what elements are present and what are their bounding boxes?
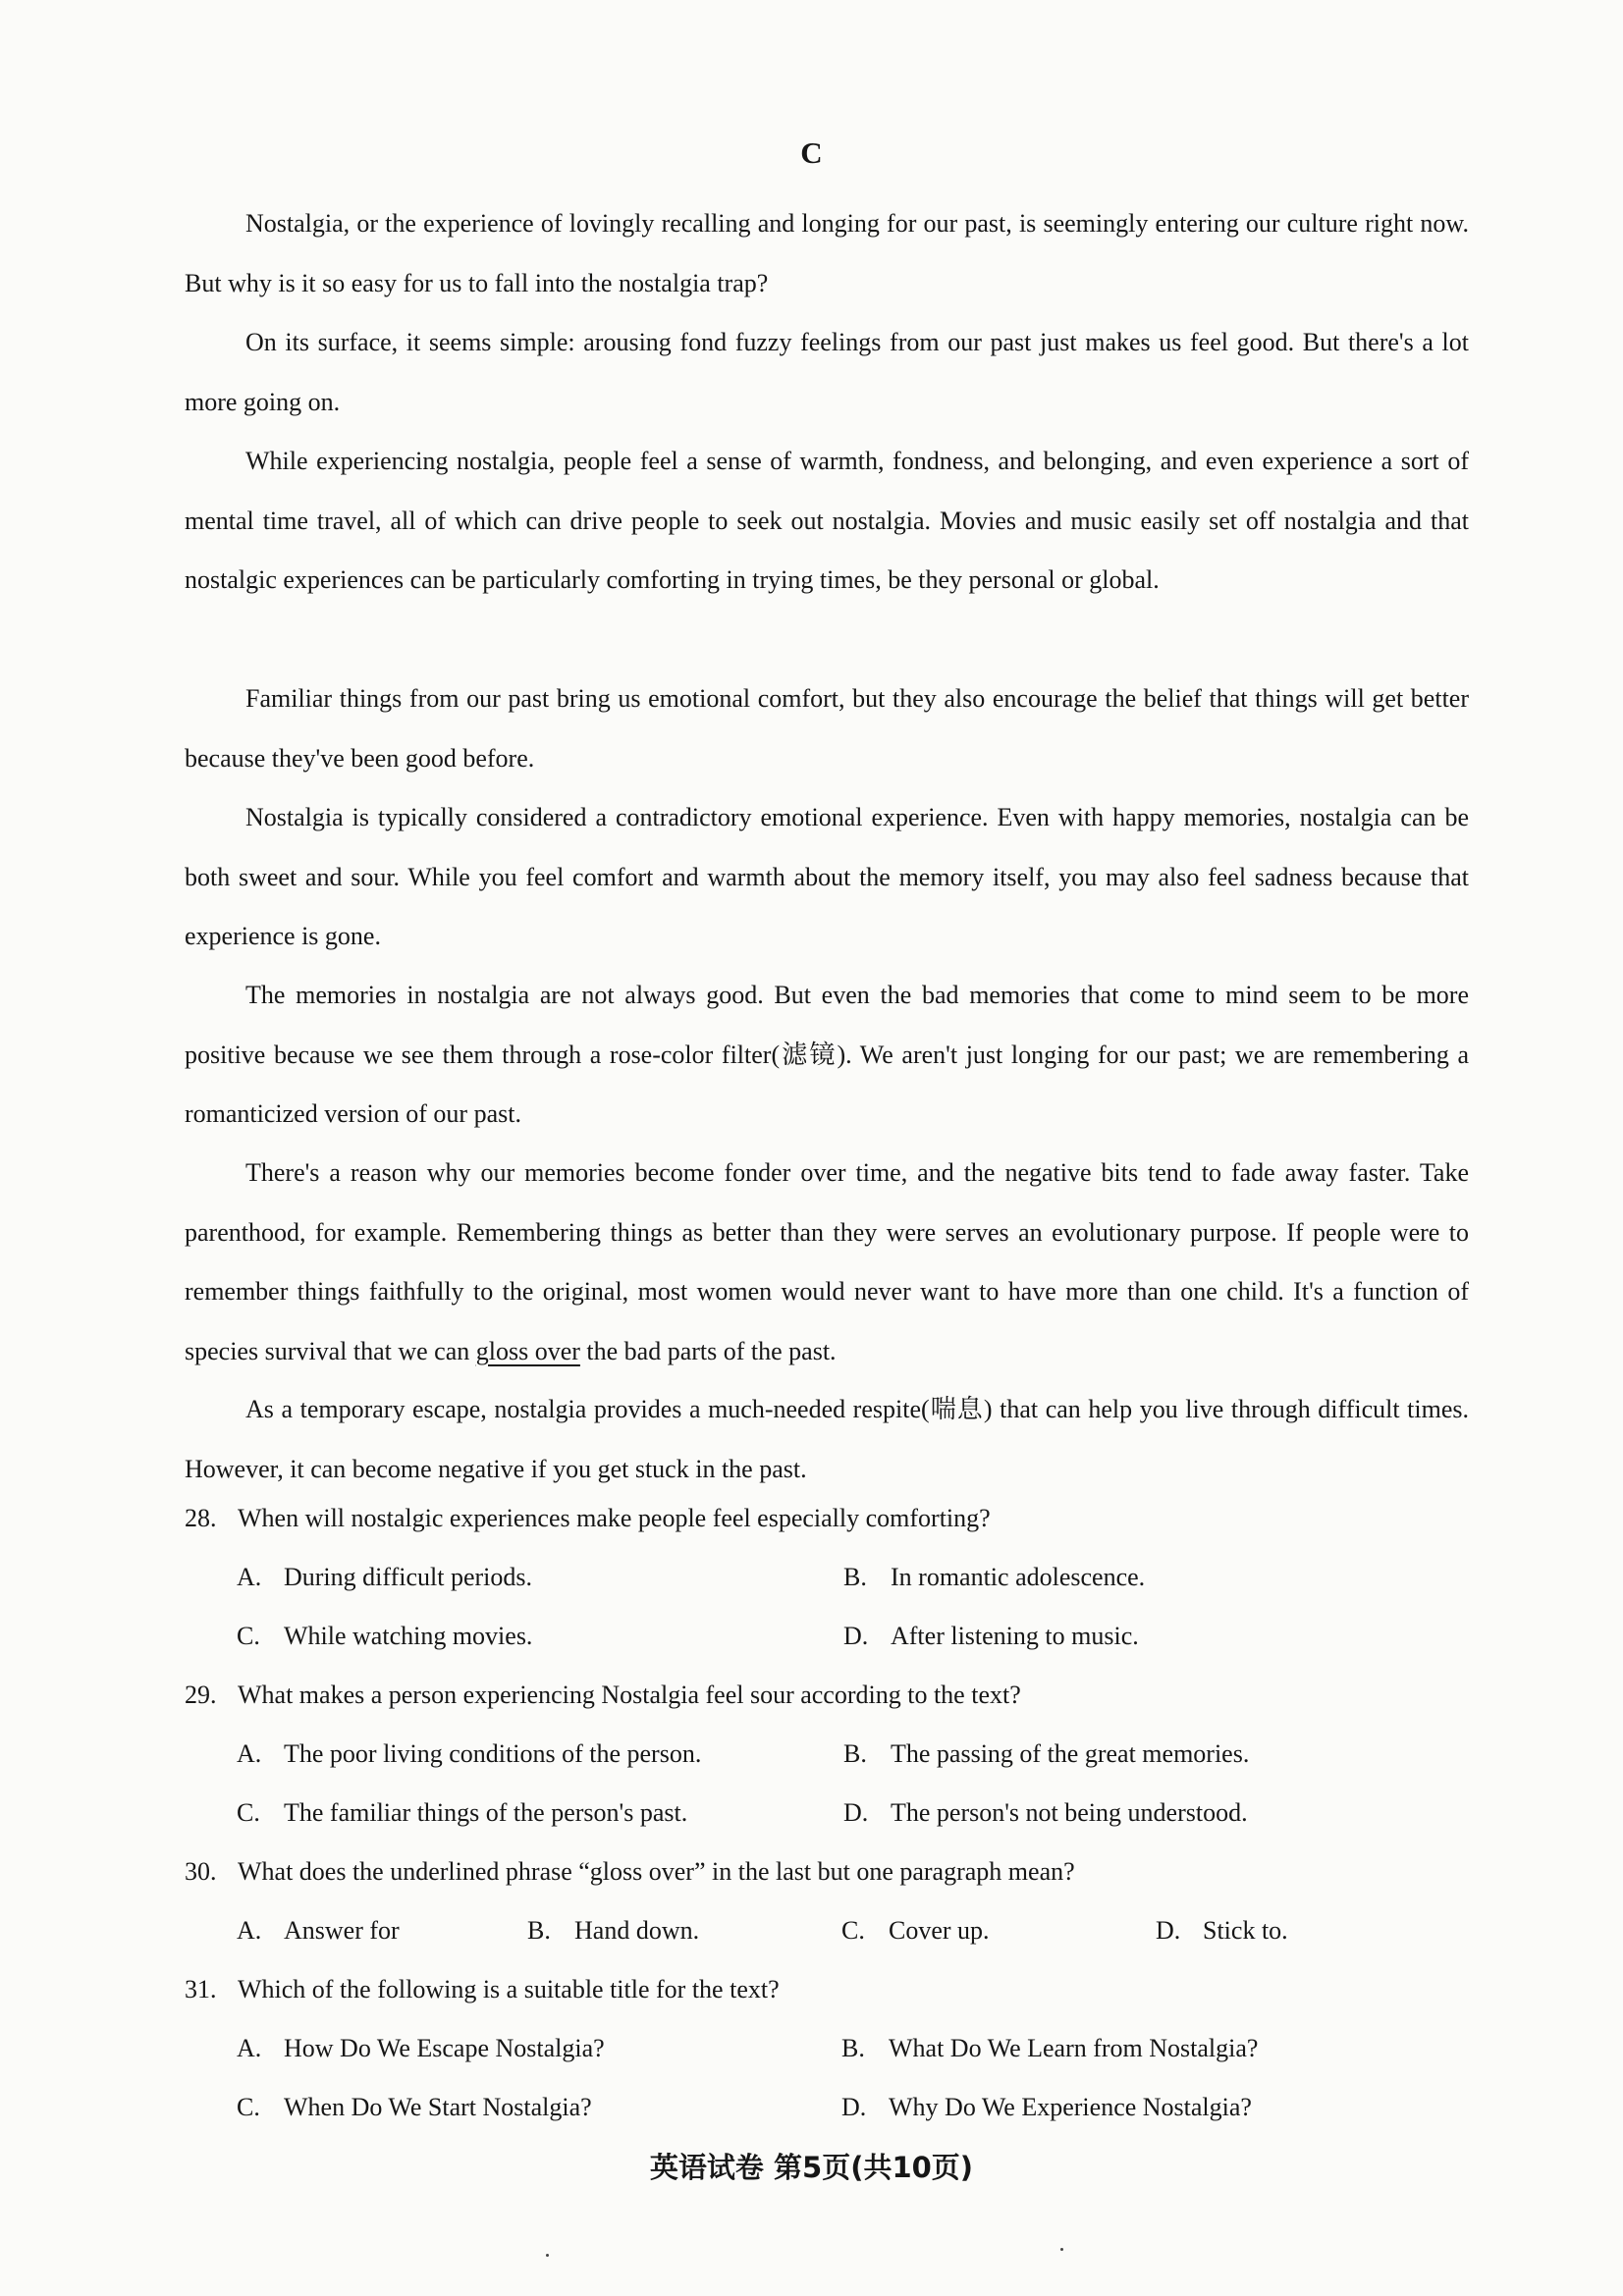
question-stem: What makes a person experiencing Nostalgia feel sour according to the text?: [238, 1681, 1021, 1709]
option-29-d: D. The person's not being understood.: [843, 1798, 1248, 1827]
option-30-c: C. Cover up.: [841, 1916, 990, 1945]
question-stem: Which of the following is a suitable title for the text?: [238, 1975, 780, 2003]
paragraph-4: [185, 669, 1469, 788]
question-stem: When will nostalgic experiences make people feel especially comforting?: [238, 1504, 991, 1532]
paragraph-text: Nostalgia is typically considered a contradictory emotional experience. Even with happy memories, nostalgia can be both sweet and sour. While you feel comfort and warmth about the memory itself, you may also feel sadness because that experience is gone.: [185, 803, 1469, 950]
option-28-c: C. While watching movies.: [237, 1622, 533, 1650]
option-29-c: C. The familiar things of the person's past.: [237, 1798, 688, 1827]
paragraph-7: [185, 1144, 1469, 1381]
option-29-a: A. The poor living conditions of the person.: [237, 1739, 702, 1768]
option-28-d: D. After listening to music.: [843, 1622, 1139, 1650]
question-number: 28.: [185, 1504, 217, 1532]
paragraph-1: [185, 194, 1469, 313]
option-28-b: B. In romantic adolescence.: [843, 1563, 1146, 1591]
paragraph-text: While experiencing nostalgia, people feel a sense of warmth, fondness, and belonging, and even experience a sort of mental time travel, all of which can drive people to seek out nostalgia. Movies and music easily set off nostalgia and that nostalgic experiences can be particularly comforting in trying times, be they personal or global.: [185, 447, 1469, 594]
option-31-b: B. What Do We Learn from Nostalgia?: [841, 2034, 1259, 2062]
paragraph-text: Nostalgia, or the experience of lovingly recalling and longing for our past, is seemingly entering our culture right now. But why is it so easy for us to fall into the nostalgia trap?: [185, 209, 1469, 297]
question-stem: What does the underlined phrase “gloss over” in the last but one paragraph mean?: [238, 1857, 1075, 1886]
option-28-a: A. During difficult periods.: [237, 1563, 532, 1591]
question-30: [185, 1852, 1481, 1892]
scan-speck: [546, 2254, 549, 2257]
paragraph-3: [185, 432, 1469, 611]
paragraph-2: [185, 313, 1469, 432]
paragraph-text: the bad parts of the past.: [579, 1336, 837, 1365]
question-29: [185, 1676, 1481, 1715]
option-31-a: A. How Do We Escape Nostalgia?: [237, 2034, 605, 2062]
option-31-d: D. Why Do We Experience Nostalgia?: [841, 2093, 1252, 2121]
question-number: 30.: [185, 1857, 217, 1886]
paragraph-8: [185, 1380, 1469, 1499]
paragraph-text: As a temporary escape, nostalgia provides a much-needed respite(喘息) that can help you live through difficult times. However, it can become negative if you get stuck in the past.: [185, 1395, 1469, 1483]
section-title: C: [800, 135, 823, 170]
option-30-a: A. Answer for: [237, 1916, 400, 1945]
page-footer: 英语试卷 第5页(共10页): [649, 2151, 974, 2184]
question-number: 31.: [185, 1975, 217, 2003]
option-29-b: B. The passing of the great memories.: [843, 1739, 1250, 1768]
paragraph-text: On its surface, it seems simple: arousing fond fuzzy feelings from our past just makes us feel good. But there's a lot more going on.: [185, 328, 1469, 416]
question-number: 29.: [185, 1681, 217, 1709]
paragraph-5: [185, 788, 1469, 967]
paragraph-text: There's a reason why our memories become fonder over time, and the negative bits tend to fade away faster. Take parenthood, for example. Remembering things as better than they were serves an evolutionary purpose. If people were to remember things faithfully to the original, most women would never want to have more than one child. It's a function of species survival that we can: [185, 1158, 1469, 1365]
paragraph-text: The memories in nostalgia are not always good. But even the bad memories that come to mind seem to be more positive because we see them through a rose-color filter(滤镜). We aren't just longing for our past; we are remembering a romanticized version of our past.: [185, 981, 1469, 1128]
option-31-c: C. When Do We Start Nostalgia?: [237, 2093, 592, 2121]
scan-speck: [1060, 2248, 1063, 2251]
paragraph-text: Familiar things from our past bring us emotional comfort, but they also encourage the belief that things will get better because they've been good before.: [185, 684, 1469, 773]
underlined-phrase: gloss over: [475, 1336, 580, 1365]
paragraph-6: [185, 966, 1469, 1145]
option-30-d: D. Stick to.: [1156, 1916, 1288, 1945]
question-31: [185, 1970, 1481, 2009]
question-28: [185, 1499, 1481, 1538]
option-30-b: B. Hand down.: [527, 1916, 700, 1945]
